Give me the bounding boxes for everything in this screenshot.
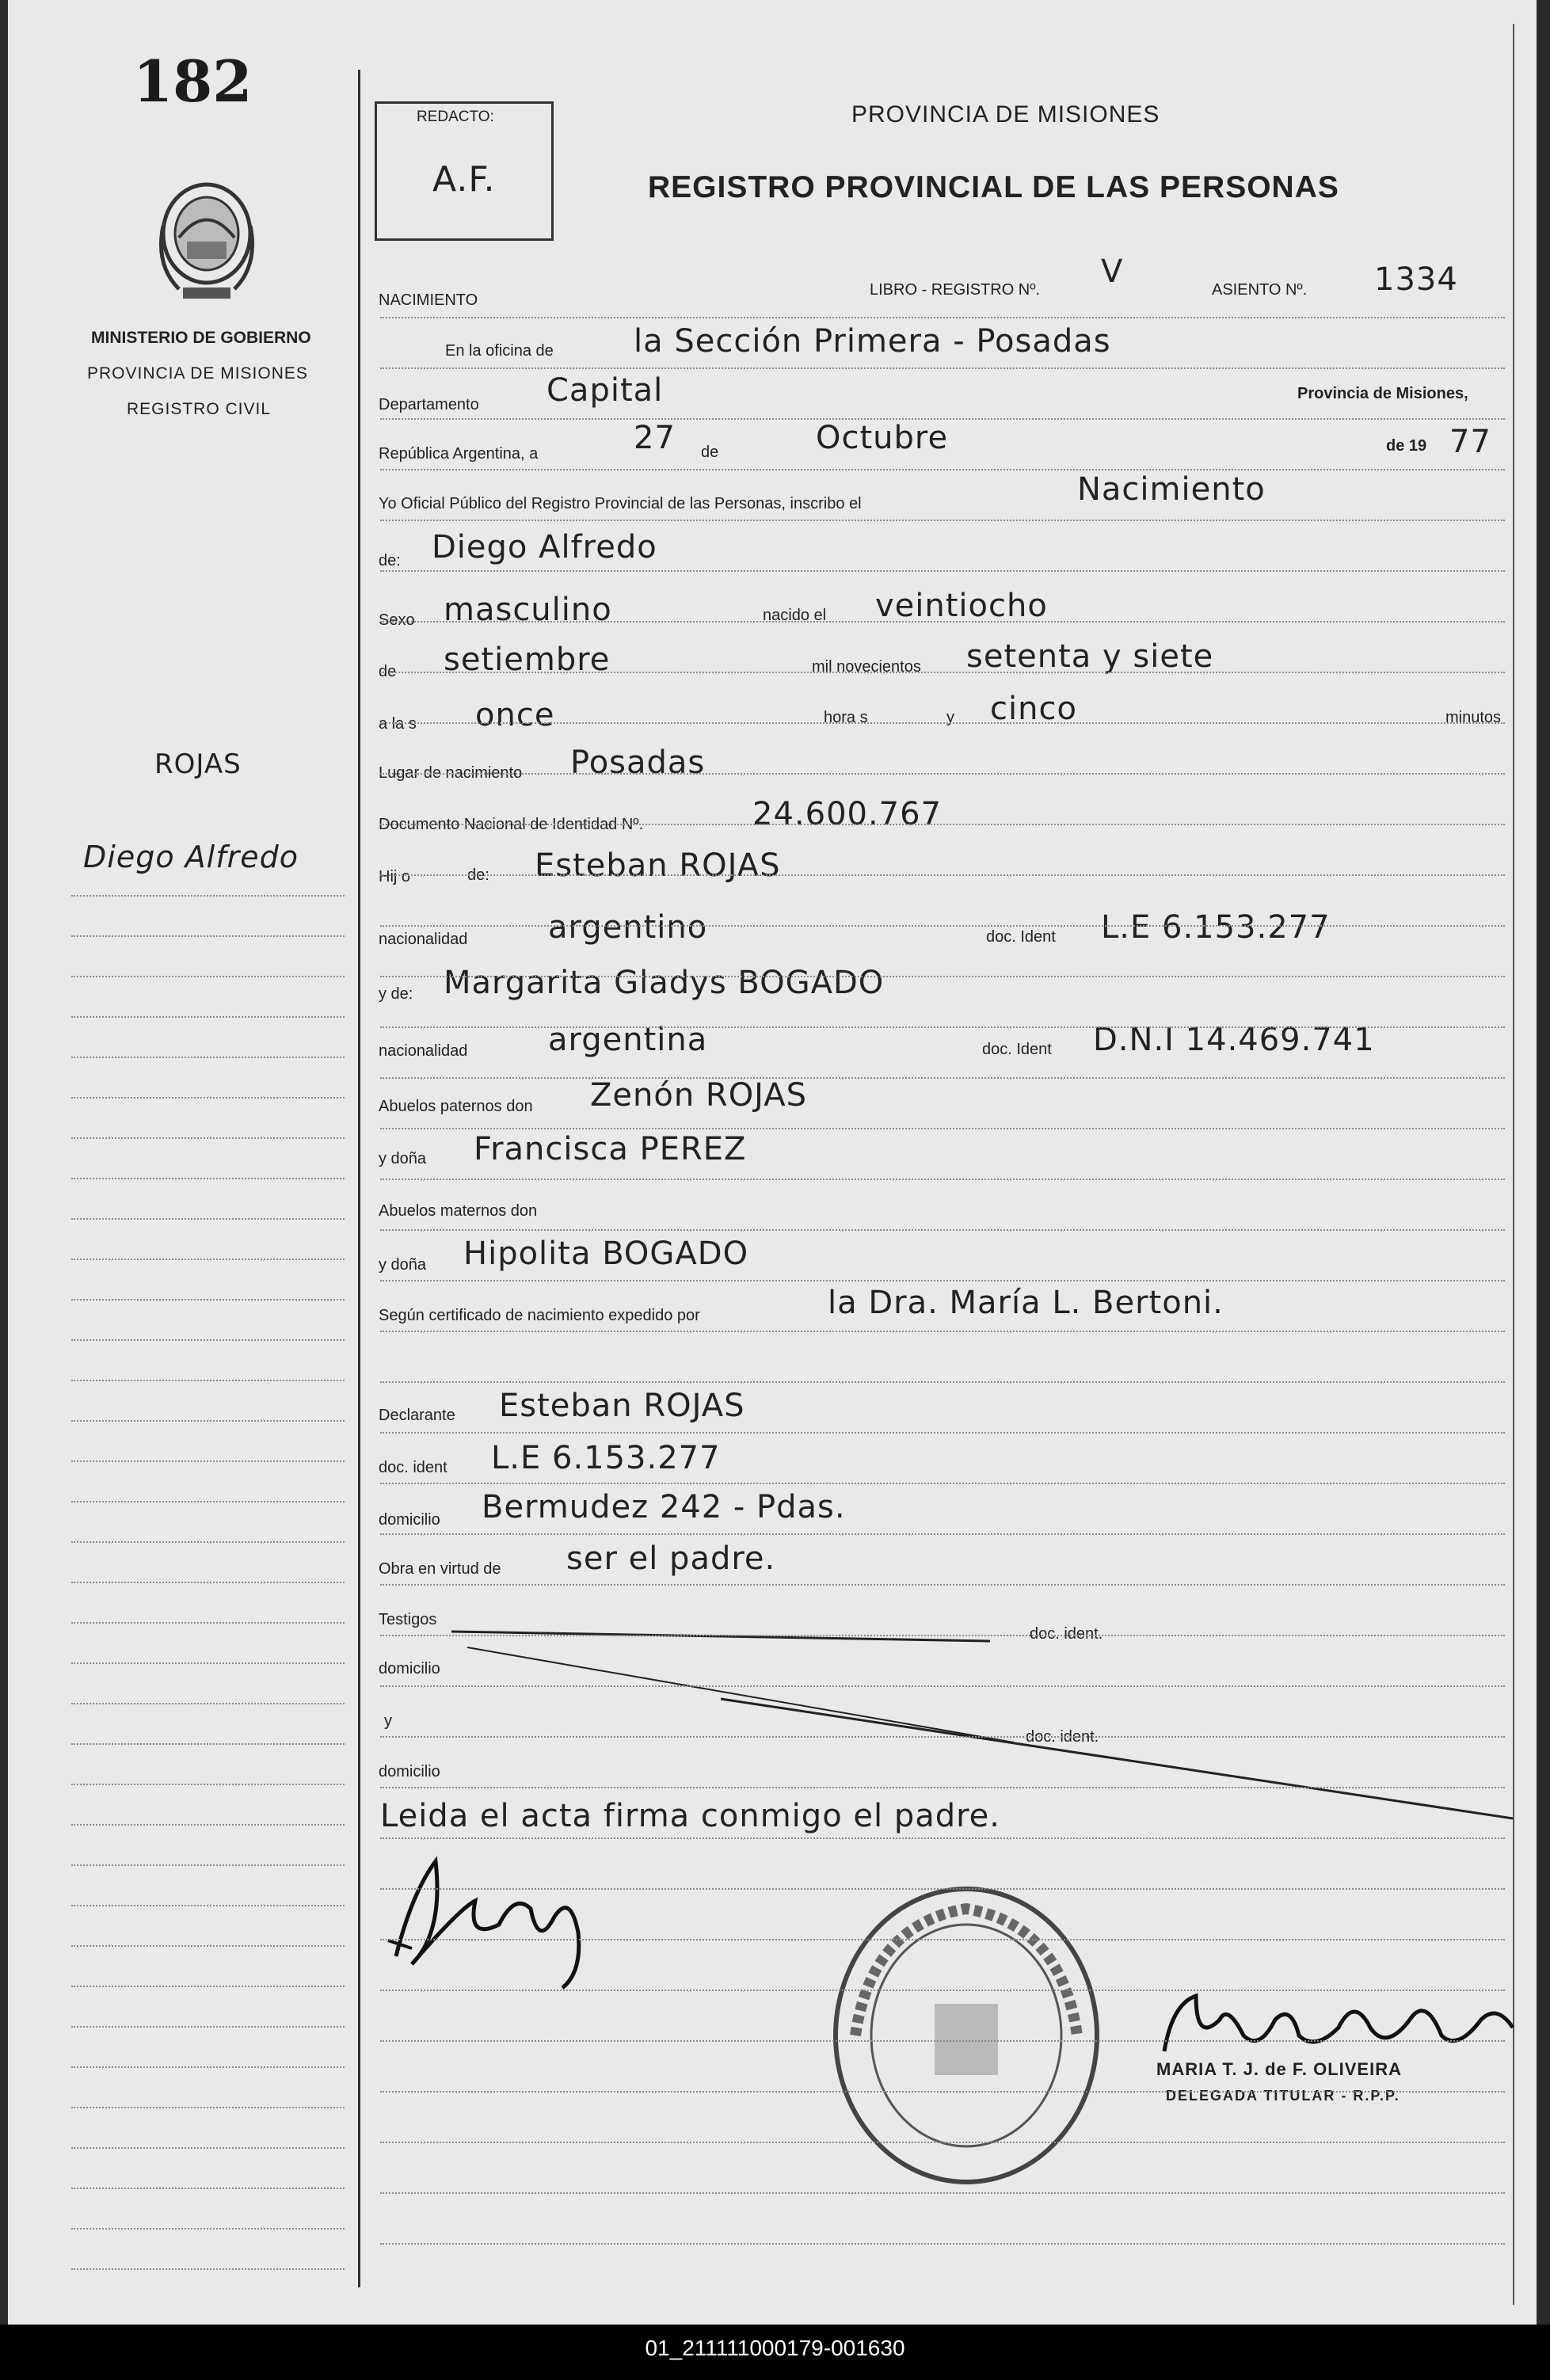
form-rule-line (380, 2142, 1505, 2143)
domicilio2-label: domicilio (379, 1660, 440, 1677)
form-rule-line (380, 1280, 1505, 1281)
doc1-label: doc. Ident (986, 928, 1056, 946)
margin-rule-line (71, 2268, 345, 2270)
departamento-value: Capital (546, 372, 664, 409)
doc2-label: doc. Ident (982, 1041, 1052, 1058)
dona2-value: Hipolita BOGADO (463, 1236, 749, 1272)
doc-ident-label: doc. ident (379, 1459, 447, 1476)
margin-rule-line (71, 1864, 345, 1866)
header-province: PROVINCIA DE MISIONES (851, 101, 1160, 128)
margin-rule-line (71, 1097, 345, 1099)
margin-rule-line (71, 1380, 345, 1381)
form-rule-line (380, 722, 1505, 724)
form-rule-line (380, 2192, 1505, 2194)
form-rule-line (380, 1533, 1505, 1535)
doc1-value: L.E 6.153.277 (1101, 909, 1331, 946)
margin-rule-line (71, 2147, 345, 2149)
margin-rule-line (71, 1703, 345, 1704)
dona1-label: y doña (379, 1150, 427, 1167)
hora-prefix: a la s (379, 715, 417, 733)
month-value: Octubre (816, 420, 949, 456)
form-rule-line (380, 773, 1505, 775)
margin-rule-line (71, 1057, 345, 1058)
redacto-value: A.F. (432, 159, 496, 200)
y-label: y (946, 709, 954, 726)
declarante-value: Esteban ROJAS (499, 1388, 745, 1424)
obra-value: ser el padre. (566, 1540, 776, 1577)
margin-rule-line (71, 1420, 345, 1422)
form-rule-line (380, 925, 1505, 927)
form-rule-line (380, 1888, 1505, 1890)
domicilio-value: Bermudez 242 - Pdas. (482, 1489, 846, 1525)
sexo-value: masculino (444, 592, 612, 628)
libro-value: V (1101, 253, 1124, 290)
padre-value: Esteban ROJAS (535, 847, 781, 884)
document-sheet (8, 0, 1537, 2325)
nacionalidad2-value: argentina (548, 1022, 708, 1058)
margin-rule-line (71, 1501, 345, 1502)
form-rule-line (380, 2091, 1505, 2092)
margin-rule-line (71, 1662, 345, 1664)
hora-label: hora s (824, 709, 868, 726)
form-rule-line (380, 1990, 1505, 1991)
sexo-label: Sexo (379, 611, 415, 629)
form-rule-line (380, 520, 1505, 521)
de3-label: de (379, 663, 397, 680)
official-seal (824, 1877, 1109, 2194)
form-rule-line (380, 1837, 1505, 1839)
abuelos-paternos-label: Abuelos paternos don (379, 1098, 533, 1115)
testigos-label: Testigos (379, 1611, 437, 1628)
mil-label: mil novecientos (812, 658, 921, 676)
name-value: Diego Alfredo (432, 529, 657, 565)
form-rule-line (380, 1736, 1505, 1738)
year-value: 77 (1449, 424, 1491, 460)
margin-province-label: PROVINCIA DE MISIONES (87, 364, 308, 383)
domicilio-label: domicilio (379, 1511, 440, 1529)
official-name: MARIA T. J. de F. OLIVEIRA (1156, 2059, 1402, 2079)
form-rule-line (380, 2243, 1505, 2245)
asiento-label: ASIENTO Nº. (1212, 281, 1308, 299)
form-rule-line (380, 1685, 1505, 1687)
oficina-label: En la oficina de (445, 342, 554, 360)
mil-value: setenta y siete (966, 638, 1214, 675)
margin-rule-line (71, 2188, 345, 2189)
oficial-label: Yo Oficial Público del Registro Provincial de las Personas, inscribo el (379, 495, 862, 512)
de-label: de (701, 444, 719, 461)
form-rule-line (380, 1229, 1505, 1231)
form-rule-line (380, 1483, 1505, 1484)
libro-label: LIBRO - REGISTRO Nº. (870, 281, 1041, 299)
margin-rule-line (71, 1743, 345, 1745)
form-rule-line (380, 976, 1505, 977)
margin-rule-line (71, 1339, 345, 1341)
margin-rule-line (71, 1784, 345, 1785)
redacto-label: REDACTO: (417, 109, 494, 125)
form-rule-line (380, 621, 1505, 623)
margin-rule-line (71, 895, 345, 897)
form-rule-line (380, 1635, 1505, 1636)
republica-label: República Argentina, a (379, 445, 539, 463)
nacionalidad2-label: nacionalidad (379, 1042, 468, 1060)
form-rule-line (380, 1787, 1505, 1788)
form-rule-line (380, 418, 1505, 420)
de2-label: de: (379, 552, 401, 569)
abuelos-paternos-value: Zenón ROJAS (590, 1077, 808, 1114)
margin-rule-line (71, 1824, 345, 1826)
certificado-label: Según certificado de nacimiento expedido por (379, 1307, 700, 1324)
domicilio3-label: domicilio (379, 1763, 440, 1780)
nacionalidad1-label: nacionalidad (379, 931, 468, 948)
form-rule-line (380, 1939, 1505, 1940)
provincia-label: Provincia de Misiones, (1297, 385, 1468, 402)
minutos-label: minutos (1445, 709, 1502, 726)
folio-number: 182 (133, 48, 253, 115)
leida-value: Leida el acta firma conmigo el padre. (380, 1798, 1000, 1834)
margin-rule-line (71, 1259, 345, 1260)
form-rule-line (380, 1179, 1505, 1180)
certificado-value: la Dra. María L. Bertoni. (828, 1285, 1224, 1321)
declarante-label: Declarante (379, 1407, 455, 1424)
form-rule-line (380, 1077, 1505, 1079)
lugar-label: Lugar de nacimiento (379, 764, 523, 782)
margin-rule-line (71, 1178, 345, 1179)
nacido-value: veintiocho (875, 588, 1048, 624)
dona1-value: Francisca PEREZ (474, 1131, 747, 1167)
y2-label: y (384, 1712, 392, 1730)
margin-rule-line (71, 1137, 345, 1139)
abuelos-maternos-label: Abuelos maternos don (379, 1202, 538, 1220)
form-rule-line (380, 2040, 1505, 2042)
nacionalidad1-value: argentino (548, 909, 708, 946)
hora-value: once (475, 697, 555, 733)
hijo-de-label: de: (467, 866, 489, 884)
margin-rule-line (71, 2026, 345, 2028)
form-rule-line (380, 874, 1505, 876)
dni-label: Documento Nacional de Identidad Nº. (379, 816, 644, 833)
form-rule-line (380, 824, 1505, 825)
yde-label: y de: (379, 985, 413, 1003)
y2-doc-label: doc. ident. (1026, 1728, 1099, 1746)
margin-rule-line (71, 1945, 345, 1947)
record-type-label: NACIMIENTO (379, 291, 478, 309)
margin-rule-line (71, 2228, 345, 2230)
lugar-value: Posadas (570, 744, 706, 781)
form-rule-line (380, 1026, 1505, 1028)
form-rule-line (380, 469, 1505, 470)
margin-rule-line (71, 2107, 345, 2108)
ministry-label: MINISTERIO DE GOBIERNO (91, 329, 311, 347)
margin-rule-line (71, 2066, 345, 2068)
form-rule-line (380, 672, 1505, 673)
margin-surname: ROJAS (154, 748, 242, 780)
oficial-value: Nacimiento (1077, 471, 1266, 508)
hijo-label: Hij o (379, 868, 411, 885)
nacido-label: nacido el (763, 607, 827, 624)
form-rule-line (380, 1331, 1505, 1332)
minutos-value: cinco (990, 691, 1077, 727)
margin-rule-line (71, 935, 345, 937)
margin-rule-line (71, 1622, 345, 1624)
margin-given-names: Diego Alfredo (83, 840, 299, 874)
declarant-signature (380, 1845, 634, 1996)
margin-office-label: REGISTRO CIVIL (127, 400, 272, 418)
form-rule-line (380, 570, 1505, 572)
margin-rule-line (71, 1541, 345, 1543)
form-rule-line (380, 1381, 1505, 1383)
doc-ident-value: L.E 6.153.277 (491, 1440, 721, 1476)
margin-rule-line (71, 1299, 345, 1300)
margin-rule-line (71, 1016, 345, 1018)
day-value: 27 (634, 420, 676, 456)
margin-rule-line (71, 1582, 345, 1583)
margin-rule-line (71, 1218, 345, 1220)
margin-rule-line (71, 1905, 345, 1906)
form-rule-line (380, 317, 1505, 318)
form-rule-line (380, 1584, 1505, 1586)
dona2-label: y doña (379, 1256, 427, 1274)
obra-label: Obra en virtud de (379, 1560, 501, 1578)
footer-file-id: 01_211111000179-001630 (0, 2325, 1550, 2380)
dni-value: 24.600.767 (752, 796, 943, 832)
margin-rule-line (71, 1986, 345, 1987)
form-rule-line (380, 367, 1505, 369)
doc2-value: D.N.I 14.469.741 (1093, 1022, 1375, 1058)
form-rule-line (380, 1128, 1505, 1129)
departamento-label: Departamento (379, 396, 479, 413)
testigos-doc-label: doc. ident. (1030, 1625, 1103, 1643)
year-label: de 19 (1386, 437, 1427, 455)
margin-rule-line (71, 1460, 345, 1462)
official-role: DELEGADA TITULAR - R.P.P. (1166, 2088, 1400, 2104)
madre-value: Margarita Gladys BOGADO (444, 965, 885, 1001)
header-title: REGISTRO PROVINCIAL DE LAS PERSONAS (648, 170, 1339, 204)
mes-value: setiembre (444, 642, 611, 678)
form-rule-line (380, 1432, 1505, 1434)
oficina-value: la Sección Primera - Posadas (634, 323, 1111, 360)
asiento-value: 1334 (1374, 261, 1458, 298)
margin-rule-line (71, 976, 345, 977)
